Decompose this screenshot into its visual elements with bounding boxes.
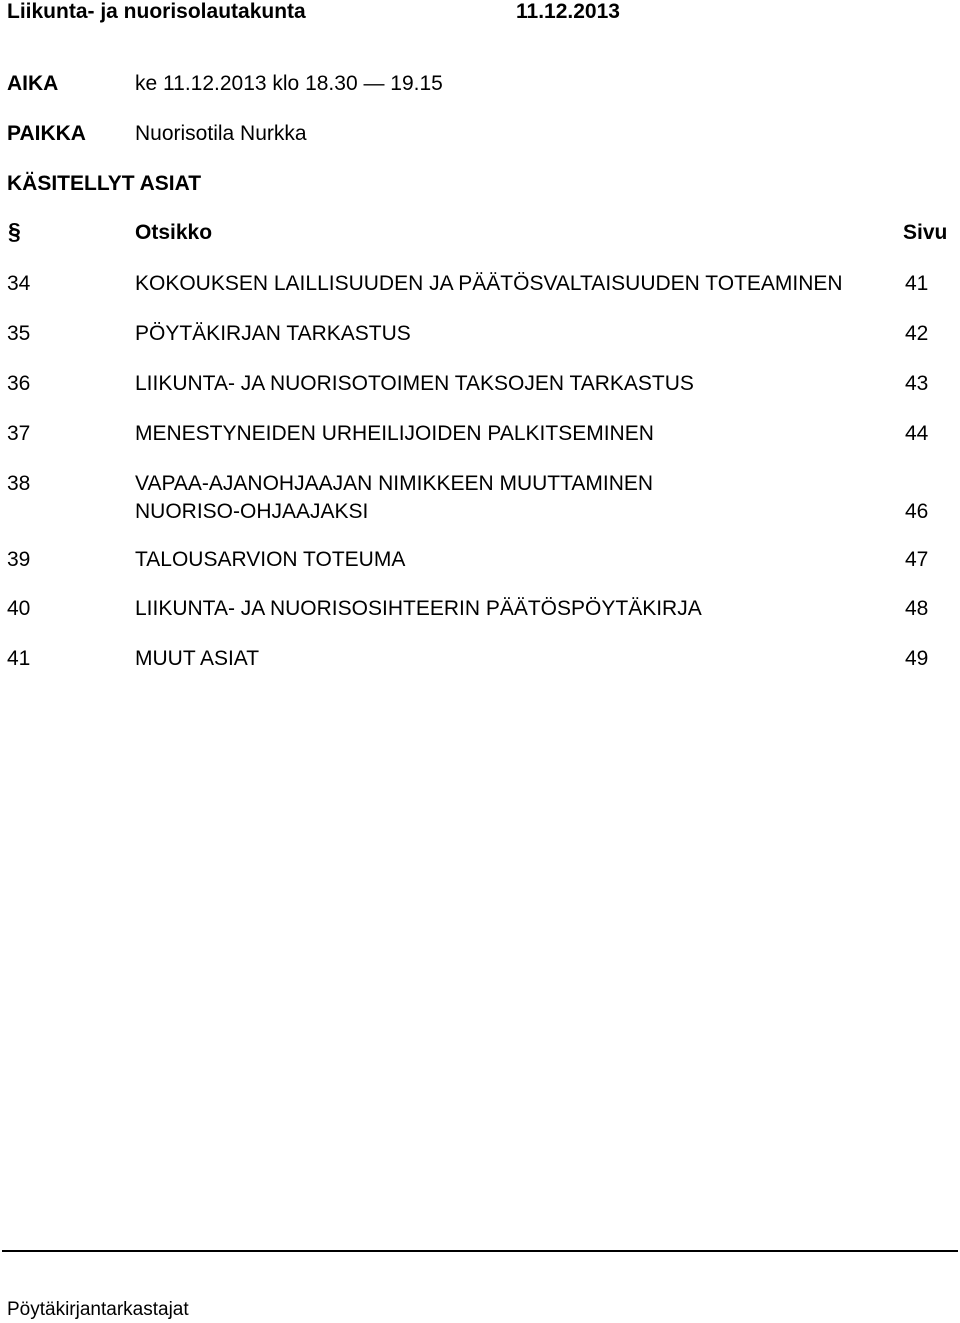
item-page: 48 (905, 597, 929, 620)
item-page: 42 (905, 322, 929, 345)
meeting-date: 11.12.2013 (516, 0, 620, 23)
item-title: MENESTYNEIDEN URHEILIJOIDEN PALKITSEMINEN (135, 422, 654, 445)
item-page: 43 (905, 372, 929, 395)
item-number: 38 (7, 472, 31, 495)
item-title: VAPAA-AJANOHJAAJAN NIMIKKEEN MUUTTAMINEN (135, 472, 654, 495)
item-title: MUUT ASIAT (135, 647, 260, 670)
title-column-header: Otsikko (135, 221, 213, 244)
item-page: 44 (905, 422, 929, 445)
item-number: 36 (7, 372, 31, 395)
section-title: KÄSITELLYT ASIAT (7, 172, 202, 195)
item-page: 41 (905, 272, 929, 295)
section-sign: § (8, 218, 21, 244)
committee-name: Liikunta- ja nuorisolautakunta (7, 0, 306, 23)
item-number: 34 (7, 272, 31, 295)
item-number: 37 (7, 422, 31, 445)
item-number: 35 (7, 322, 31, 345)
item-title: LIIKUNTA- JA NUORISOTOIMEN TAKSOJEN TARKASTUS (135, 372, 694, 395)
item-number: 39 (7, 548, 31, 571)
item-title: KOKOUKSEN LAILLISUUDEN JA PÄÄTÖSVALTAISUUDEN TOTEAMINEN (135, 272, 843, 295)
item-number: 41 (7, 647, 31, 670)
item-page: 46 (905, 500, 929, 523)
time-value: ke 11.12.2013 klo 18.30 — 19.15 (135, 72, 443, 95)
place-value: Nuorisotila Nurkka (135, 122, 307, 145)
item-title: LIIKUNTA- JA NUORISOSIHTEERIN PÄÄTÖSPÖYTÄKIRJA (135, 597, 702, 620)
item-page: 47 (905, 548, 929, 571)
item-title-continued: NUORISO-OHJAAJAKSI (135, 500, 369, 523)
item-page: 49 (905, 647, 929, 670)
signature-rule (2, 1250, 958, 1252)
item-number: 40 (7, 597, 31, 620)
item-title: PÖYTÄKIRJAN TARKASTUS (135, 322, 411, 345)
time-label: AIKA (7, 72, 59, 95)
item-title: TALOUSARVION TOTEUMA (135, 548, 406, 571)
page-column-header: Sivu (903, 221, 948, 244)
place-label: PAIKKA (7, 122, 86, 145)
minutes-checkers-label: Pöytäkirjantarkastajat (7, 1299, 189, 1320)
